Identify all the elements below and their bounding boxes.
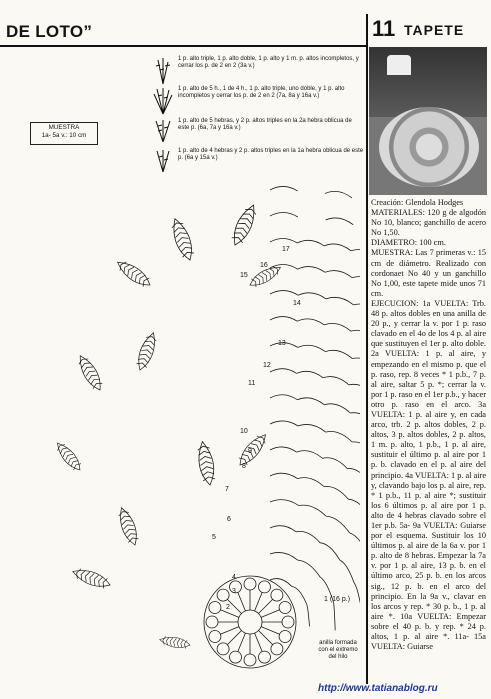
pattern-number: 11 (372, 16, 396, 41)
round-number-label: 10 (240, 428, 248, 435)
round-number-label: 15 (240, 272, 248, 279)
round-number-label: 12 (263, 362, 271, 369)
legend-text: 1 p. alto de 5 h., 1 de 4 h., 1 p. alto triple, uno doble, y 1 p. alto incompletos y cerrar los p. de 2 en 2 (7a, 8a y 16a v.) (178, 86, 345, 100)
crossed-five-wrap-icon (152, 118, 174, 144)
crochet-chart (40, 165, 360, 675)
round-number-label: 14 (293, 300, 301, 307)
header-rule (0, 45, 366, 47)
round-number-label: 13 (278, 340, 286, 347)
gauge-value: 1a- 5a v.: 10 cm (41, 132, 87, 139)
round-number-label: 8 (242, 463, 246, 470)
gauge-text: MUESTRA: Las 7 primeras v.: 15 cm de diámetro. Realizado con cordonaet No 40 y un ganchillo No 1,00, este tapete mide unos 71 cm. (371, 248, 486, 298)
round-1-label: 1 (16 p.) (324, 596, 351, 603)
designer-credit: Creación: Glendola Hodges (371, 198, 464, 207)
gauge-box (30, 122, 98, 145)
lamp-shape (387, 55, 411, 75)
round-number-label: 4 (232, 574, 236, 581)
five-fold-cluster-icon (152, 86, 174, 116)
legend-text: 1 p. alto de 5 hebras, y 2 p. altos triples en la 2a hebra oblicua de este p. (6a, 7a y 16a v.) (178, 118, 352, 132)
round-number-label: 9 (248, 448, 252, 455)
gauge-title: MUESTRA (48, 124, 80, 131)
round-number-label: 16 (260, 262, 268, 269)
round-number-label: 11 (248, 380, 256, 387)
triple-treble-cluster-icon (152, 56, 174, 86)
tablecloth-photo (369, 47, 487, 195)
diameter: DIAMETRO: 100 cm. (371, 238, 446, 248)
round-number-label: 2 (226, 604, 230, 611)
execution-text: EJECUCION: 1a VUELTA: Trb. 48 p. altos dobles en una anilla de 20 p., y cerrar la v. por 1 p. raso clavado en el 4o de los 4 p. al aire que sustituyen el 1er p. alto doble. 2a VUELTA: 1 p. al aire, y empezando en el mismo p. que el p. raso, rep. 8 veces * 1 p.b., 7 p. al aire, saltar 5 p. *; cerrar la v. por 1 p. raso en el 1er p.b., y hacer otro p. raso en el arco. 3a VUELTA: 1 p. al aire y, en cada arco, trb. 2 p. altos dobles, 2 p. altos, 3 p. altos dobles, 2 p. altos, 1 m. p. alto, 1 p.b., 1 p. al aire, sustituir el último p. al aire por 1 p. b. clavado en el p. al aire del principio. 4a VUELTA: 1 p. al aire y, clavando bajo los p. al aire, rep. * 1 p.b., 11 p. al aire *; sustituir los 6 últimos p. al aire por 1 p. alto de 4 hebras clavado sobre el 1er p.b. 5a- 9a VUELTA: Guiarse por el esquema. Sustituir los 10 últimos p. al aire de la 6a v. por 1 p. alto de 8 hebras. Empezar la 7a v. por 1 p. al aire, 13 p. b. en el último arco, 25 p. b. en los arcos sig., 12 p. b. en el arco del principio. En la 9a v., clavar en los arcos y rep. * 30 p. b., 1 p. al aire *. 10a VUELTA: Empezar sobre el 40 p. b. y rep. * 24 p. altos, 1 p. al aire *. 11a- 15a VUELTA: Guiarse (371, 298, 487, 652)
legend-text: 1 p. alto triple, 1 p. alto doble, 1 p. alto y 1 m. p. altos incompletos, y cerrar los p. de 2 en 2 (3a v.) (178, 56, 359, 70)
round-number-label: 7 (225, 486, 229, 493)
pattern-title: TAPETE (404, 22, 465, 38)
column-divider (366, 14, 368, 684)
instructions-column (371, 198, 486, 652)
round-number-label: 3 (232, 588, 236, 595)
ring-note: anilla formada con el extremo del hilo (318, 640, 358, 660)
round-number-label: 17 (282, 246, 290, 253)
tablecloth-photo-icon (379, 107, 479, 187)
legend-text: 1 p. alto de 4 hebras y 2 p. altos triples en la 1a hebra oblicua de este p. (6a y 15a v.) (178, 148, 364, 162)
page-header-title: DE LOTO” (6, 22, 93, 41)
footer-url[interactable]: http://www.tatianablog.ru (318, 683, 438, 694)
round-number-label: 5 (212, 534, 216, 541)
materials: MATERIALES: 120 g de algodón No 10, blanco; ganchillo de acero No 1,50. (371, 208, 486, 238)
round-number-label: 6 (227, 516, 231, 523)
